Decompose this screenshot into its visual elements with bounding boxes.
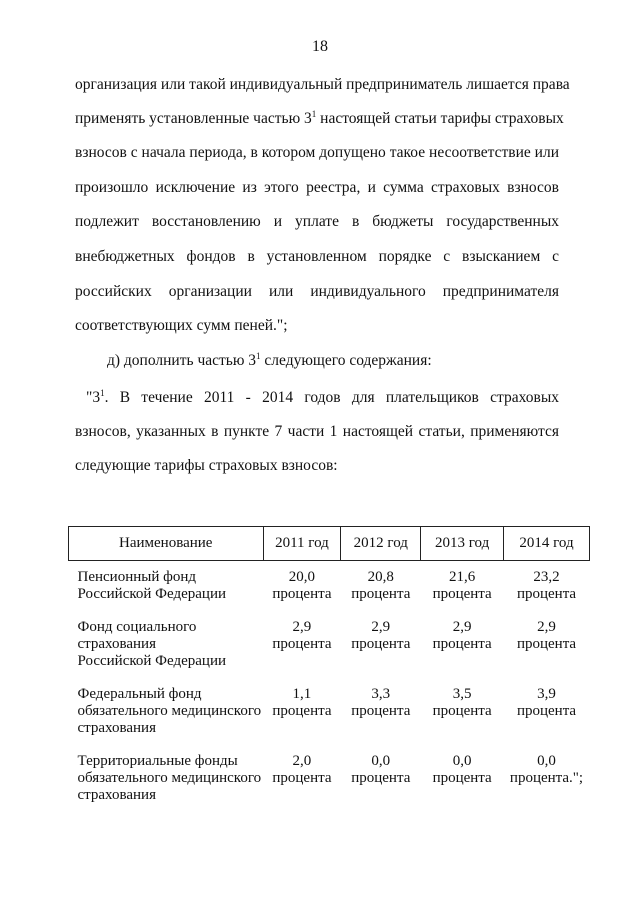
rate-text: 3,5 — [452, 686, 472, 702]
column-header: Наименование — [69, 527, 264, 561]
rate-text: 23,2 — [533, 569, 560, 585]
rate-text: процента — [432, 636, 492, 652]
fund-name-line: обязательного медицинского — [77, 703, 262, 719]
rate-cell — [504, 619, 590, 686]
rate-text: процента — [432, 703, 492, 719]
fund-name-line: Российской Федерации — [77, 653, 227, 669]
rate-text: 0,0 — [371, 753, 391, 769]
superscript: 1 — [256, 351, 261, 361]
rate-cell — [341, 561, 421, 620]
rate-text: процента — [516, 636, 577, 652]
text-fragment: . В течение 2011 - 2014 годов для плательщиков страховых — [104, 389, 559, 406]
rate-cell — [263, 686, 341, 753]
table-row — [69, 686, 590, 753]
page-number: 18 — [312, 38, 328, 55]
fund-name-line: страхования — [77, 787, 156, 803]
column-header: 2013 год — [421, 527, 504, 561]
rate-text: 20,8 — [367, 569, 394, 585]
fund-name-line: страхования — [77, 720, 156, 736]
column-header: 2012 год — [341, 527, 421, 561]
text-fragment: д) дополнить частью 3 — [107, 352, 257, 369]
rate-cell — [263, 753, 341, 820]
rate-cell — [421, 686, 504, 753]
rate-text: 2,9 — [292, 619, 312, 635]
fund-name-line: Территориальные фонды — [77, 753, 238, 769]
table-header-row — [69, 527, 590, 561]
rate-text: процента."; — [509, 770, 584, 786]
fund-name — [69, 561, 264, 620]
fund-name-line: Федеральный фонд — [77, 686, 202, 702]
text-line: соответствующих сумм пеней."; — [75, 317, 288, 334]
text-fragment: применять установленные частью 3 — [75, 110, 312, 127]
fund-name-line: страхования — [77, 636, 156, 652]
superscript: 1 — [100, 388, 105, 398]
fund-name — [69, 686, 264, 753]
rate-text: процента — [272, 586, 332, 602]
rate-cell — [421, 753, 504, 820]
tariff-table — [68, 526, 590, 820]
item-d — [107, 352, 559, 370]
rate-cell — [263, 619, 341, 686]
rate-text: 3,9 — [537, 686, 556, 702]
rate-cell — [421, 619, 504, 686]
rate-text: 1,1 — [292, 686, 312, 702]
text-fragment: настоящей статьи тарифы страховых — [316, 110, 564, 127]
rate-text: процента — [351, 636, 411, 652]
text-fragment: следующего содержания: — [260, 352, 432, 369]
rate-text: процента — [272, 703, 332, 719]
rate-text: процента — [432, 770, 492, 786]
rate-cell — [263, 561, 341, 620]
rate-cell — [504, 686, 590, 753]
rate-text: 2,9 — [452, 619, 472, 635]
fund-name-line: обязательного медицинского — [77, 770, 262, 786]
text-line: произошло исключение из этого реестра, и сумма страховых взносов — [75, 179, 559, 196]
rate-cell — [341, 686, 421, 753]
column-header: 2014 год — [504, 527, 590, 561]
text-line — [86, 389, 559, 407]
fund-name — [69, 619, 264, 686]
fund-name-line: Фонд социального — [77, 619, 197, 635]
rate-text: процента — [351, 586, 411, 602]
rate-text: 3,3 — [371, 686, 391, 702]
rate-cell — [341, 619, 421, 686]
rate-text: 20,0 — [288, 569, 316, 585]
table-row — [69, 561, 590, 620]
rate-text: 21,6 — [449, 569, 476, 585]
rate-text: процента — [272, 770, 332, 786]
text-line: российских организации или индивидуального предпринимателя — [75, 283, 559, 300]
rate-text: 2,0 — [292, 753, 312, 769]
fund-name-line: Российской Федерации — [77, 586, 227, 602]
rate-text: 2,9 — [537, 619, 556, 635]
rate-cell — [421, 561, 504, 620]
rate-text: процента — [272, 636, 332, 652]
fund-name — [69, 753, 264, 820]
rate-text: процента — [516, 703, 577, 719]
rate-text: процента — [351, 770, 411, 786]
rate-text: 0,0 — [537, 753, 556, 769]
text-line: внебюджетных фондов в установленном порядке с взысканием с — [75, 248, 559, 265]
rate-text: процента — [432, 586, 492, 602]
rate-cell — [504, 753, 590, 820]
superscript: 1 — [311, 109, 317, 119]
text-line — [75, 109, 564, 128]
rate-text: процента — [351, 703, 411, 719]
rate-cell — [504, 561, 590, 620]
rate-cell — [341, 753, 421, 820]
table-row — [69, 619, 590, 686]
fund-name-line: Пенсионный фонд — [77, 569, 196, 585]
text-fragment: "3 — [86, 389, 101, 406]
rate-text: процента — [516, 586, 577, 602]
table-row — [69, 753, 590, 820]
text-line: подлежит восстановлению и уплате в бюджеты государственных — [75, 213, 559, 230]
text-line: взносов, указанных в пункте 7 части 1 настоящей статьи, применяются — [75, 423, 559, 440]
rate-text: 0,0 — [452, 753, 472, 769]
text-line: взносов с начала периода, в котором допущено такое несоответствие или — [75, 144, 559, 161]
text-line: следующие тарифы страховых взносов: — [75, 457, 338, 474]
text-line: организация или такой индивидуальный предприниматель лишается права — [75, 76, 570, 93]
rate-text: 2,9 — [371, 619, 391, 635]
column-header: 2011 год — [263, 527, 341, 561]
